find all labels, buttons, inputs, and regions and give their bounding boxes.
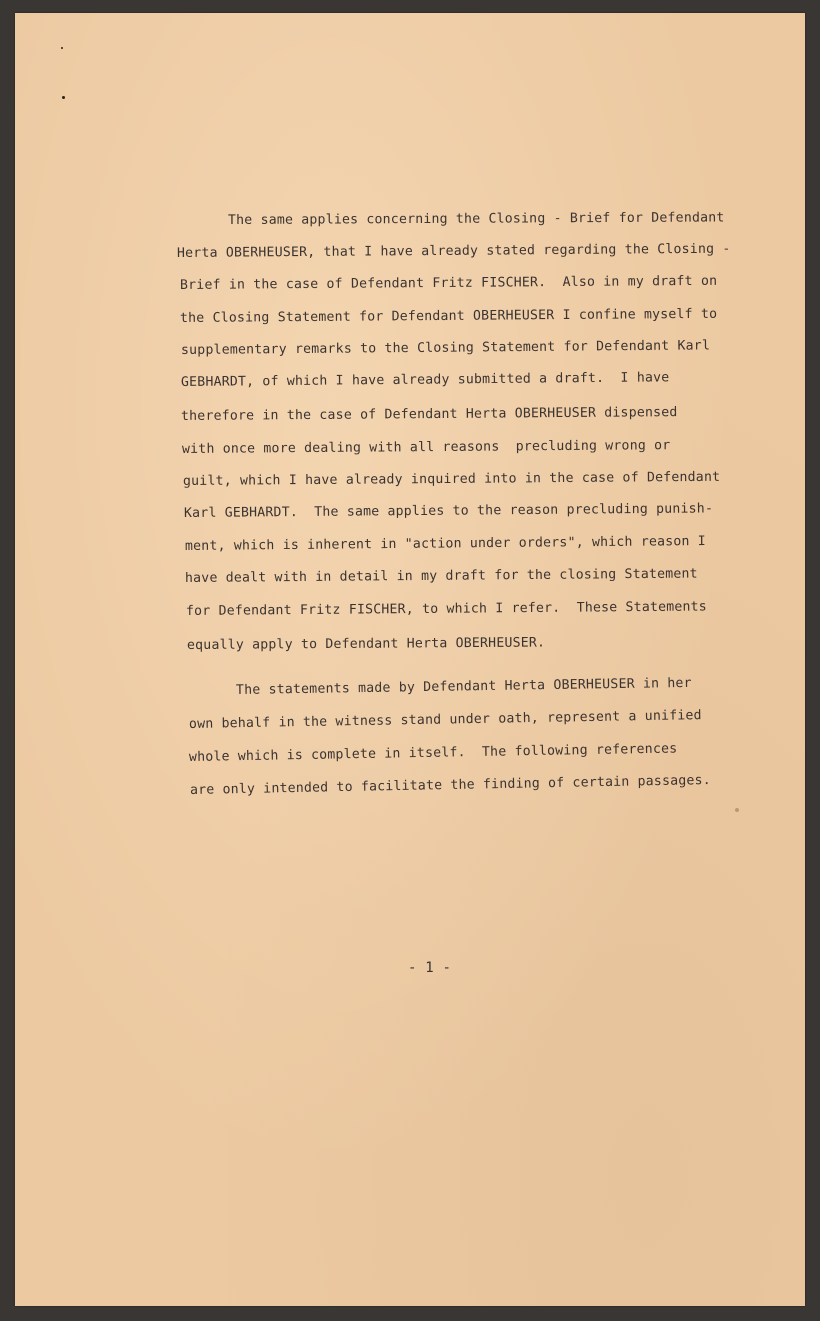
paragraph-1-line: have dealt with in detail in my draft for the closing Statement	[184, 566, 698, 586]
paragraph-2-line: are only intended to facilitate the finding of certain passages.	[189, 773, 711, 798]
paragraph-1-line: equally apply to Defendant Herta OBERHEUSER.	[186, 635, 546, 653]
page-number: - 1 -	[408, 960, 452, 976]
paragraph-2-line: own behalf in the witness stand under oath, represent a unified	[188, 708, 702, 732]
paragraph-1-line: Herta OBERHEUSER, that I have already stated regarding the Closing -	[176, 241, 731, 261]
paragraph-1-line: guilt, which I have already inquired into in the case of Defendant	[182, 469, 721, 489]
paragraph-2-line: The statements made by Defendant Herta OBERHEUSER in her	[235, 675, 692, 698]
paragraph-1-line: ment, which is inherent in "action under orders", which reason I	[184, 533, 706, 554]
paragraph-1-line: The same applies concerning the Closing - Brief for Defendant	[227, 210, 725, 228]
paragraph-1-line: Karl GEBHARDT. The same applies to the reason precluding punish-	[183, 501, 714, 521]
paragraph-1-line: therefore in the case of Defendant Herta OBERHEUSER dispensed	[180, 405, 678, 424]
paragraph-1-line: for Defendant Fritz FISCHER, to which I refer. These Statements	[185, 599, 707, 619]
paragraph-2-line: whole which is complete in itself. The following references	[188, 741, 678, 765]
document-body	[15, 13, 805, 1306]
paragraph-1-line: Brief in the case of Defendant Fritz FISCHER. Also in my draft on	[179, 273, 718, 293]
paragraph-1-line: supplementary remarks to the Closing Statement for Defendant Karl	[180, 338, 711, 358]
document-page	[15, 13, 805, 1306]
paragraph-1-line: the Closing Statement for Defendant OBERHEUSER I confine myself to	[179, 306, 718, 326]
paragraph-1-line: GEBHARDT, of which I have already submitted a draft. I have	[180, 370, 670, 390]
paragraph-1-line: with once more dealing with all reasons precluding wrong or	[181, 438, 671, 457]
